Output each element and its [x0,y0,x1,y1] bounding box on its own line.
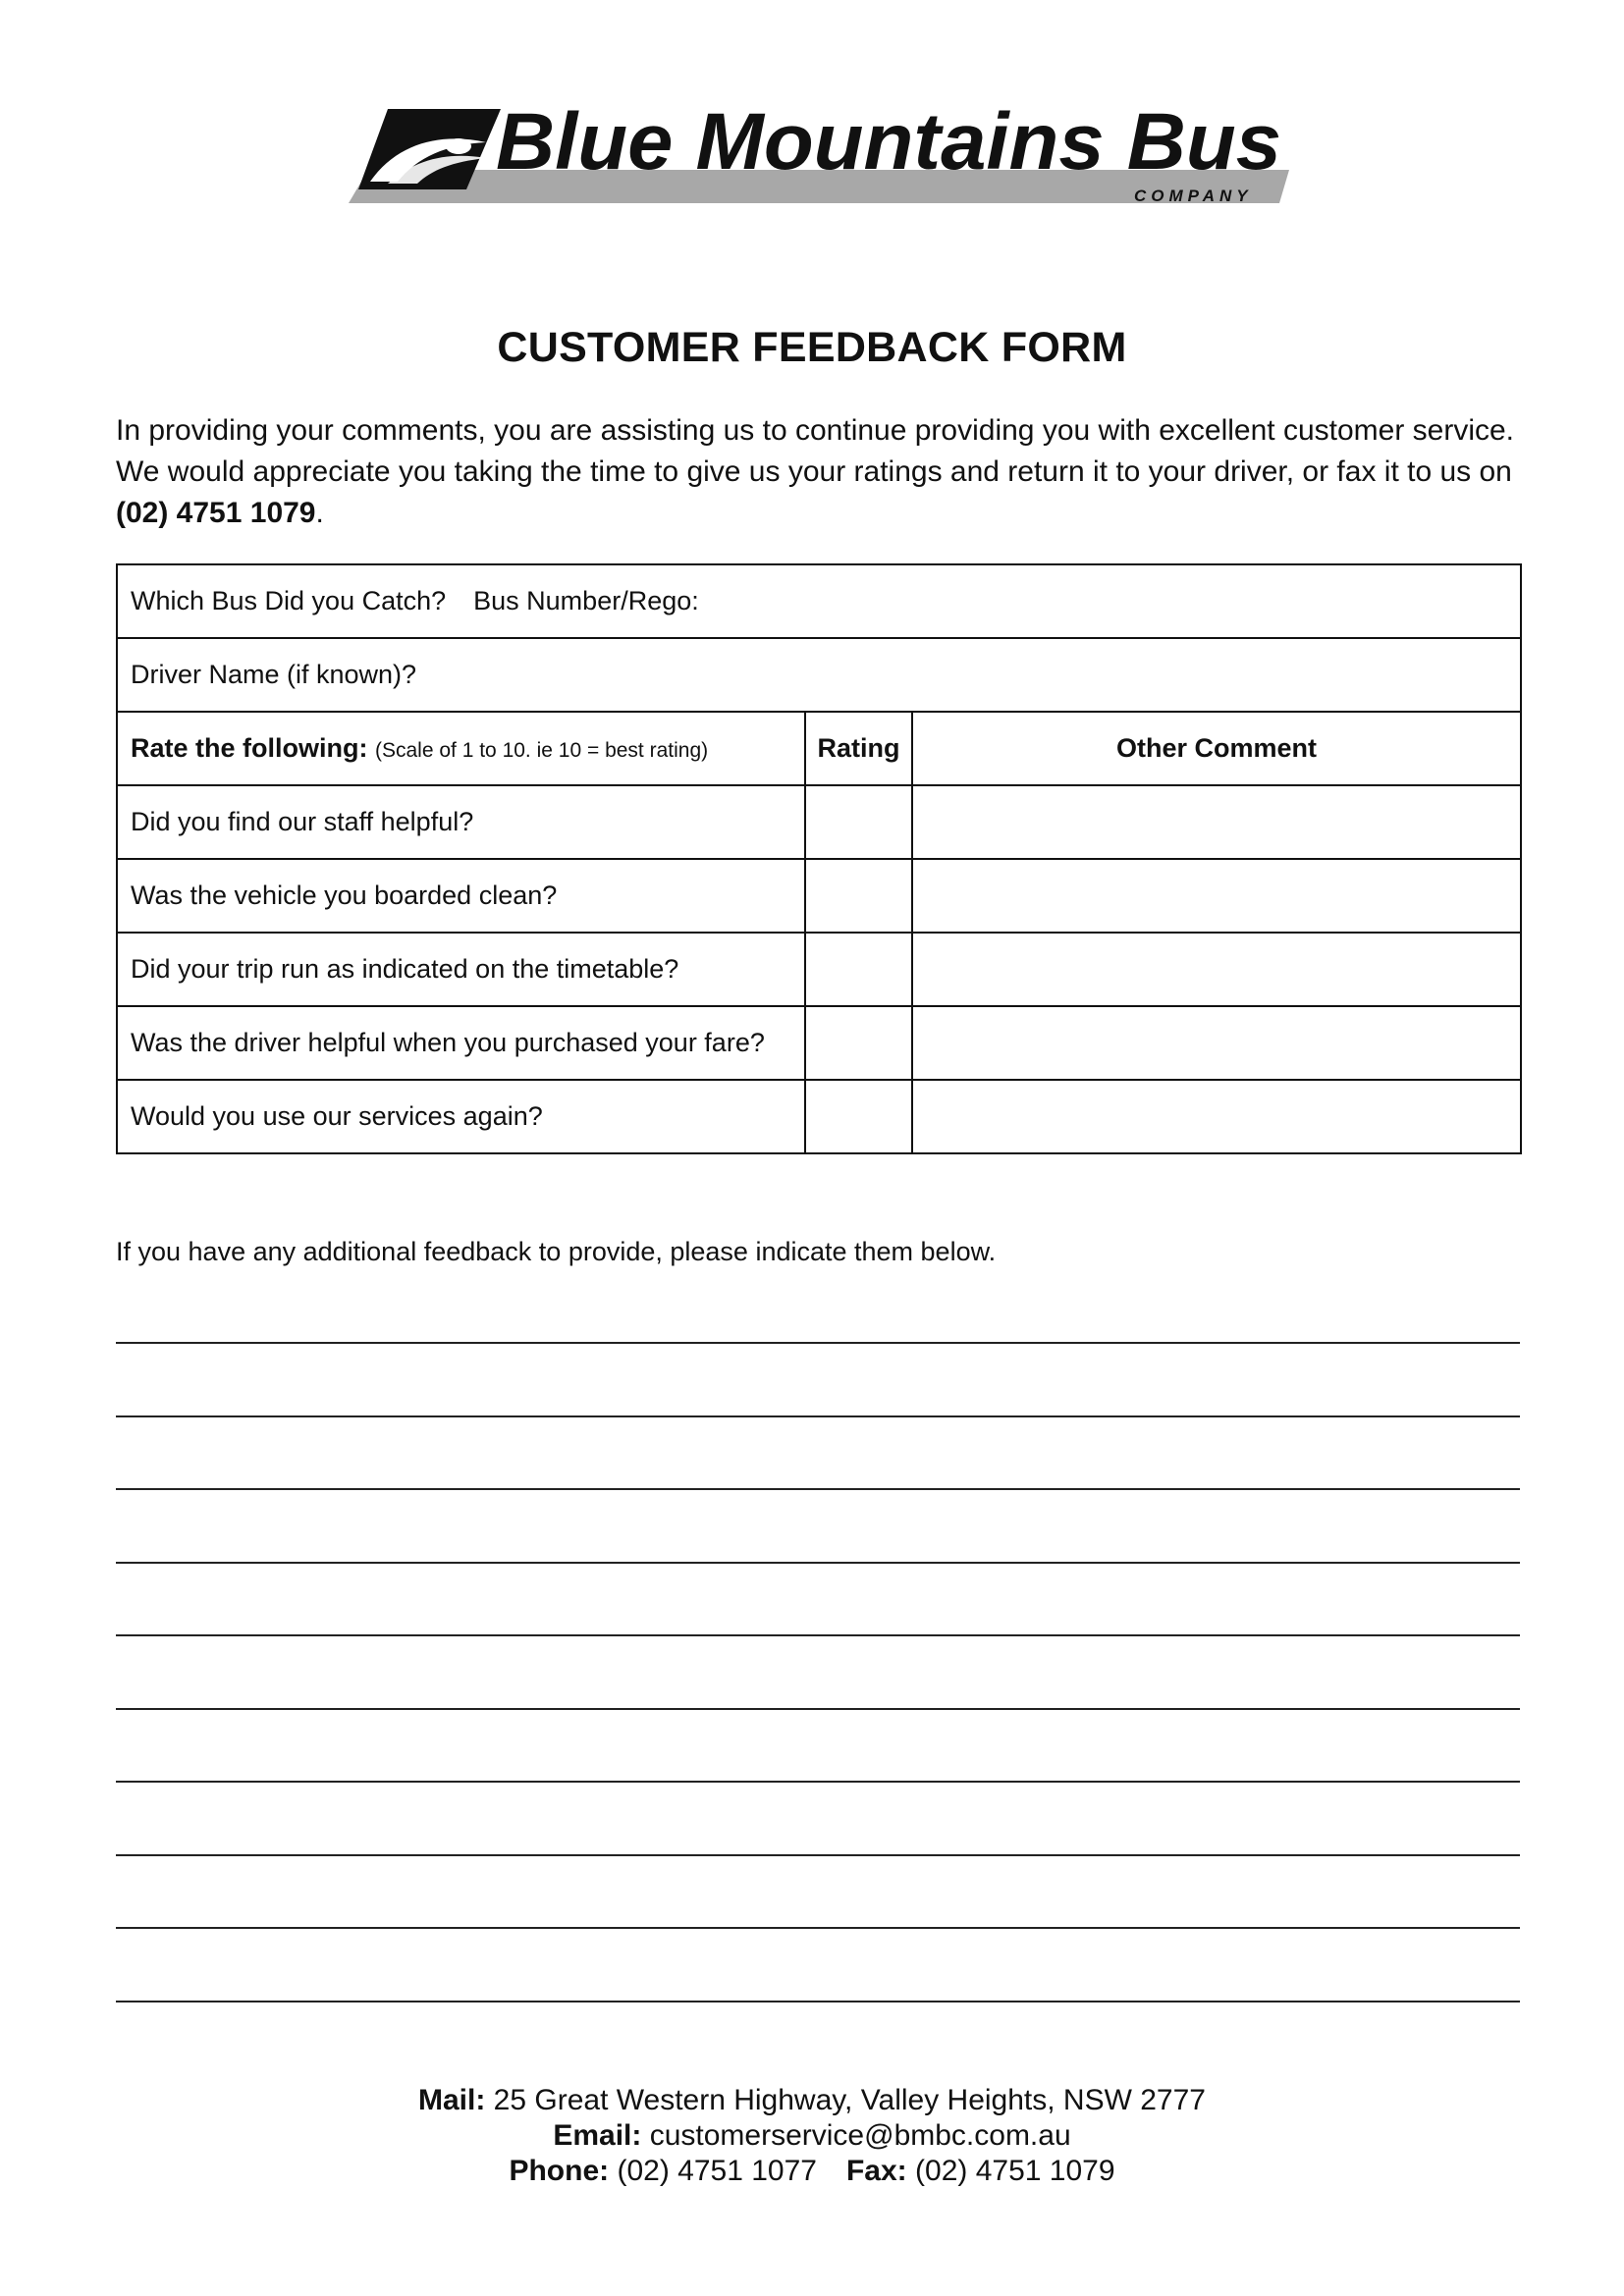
bus-label: Which Bus Did you Catch? [131,586,447,615]
comment-cell[interactable] [912,1006,1521,1080]
question-row [117,1006,1521,1080]
mail-address: 25 Great Western Highway, Valley Heights, NSW 2777 [493,2084,1206,2116]
question-label: Was the vehicle you boarded clean? [117,859,805,933]
phone-label: Phone: [509,2155,610,2187]
logo-eye-icon [446,138,471,154]
feedback-line[interactable] [116,2001,1520,2002]
rego-label: Bus Number/Rego: [473,586,699,615]
email-address[interactable]: customerservice@bmbc.com.au [649,2119,1071,2152]
question-row [117,1080,1521,1153]
intro-text: In providing your comments, you are assisting us to continue providing you with excellent customer service. We would appreciate you taking the time to give us your ratings and return it to your driver, or fax it to us on [116,414,1515,488]
feedback-line[interactable] [116,1708,1520,1710]
bus-field[interactable] [117,564,1521,638]
fax-number: (02) 4751 1079 [915,2155,1115,2187]
mail-label: Mail: [417,2084,486,2116]
intro-end: . [315,497,324,529]
question-row [117,933,1521,1006]
comment-cell[interactable] [912,1080,1521,1153]
phone-number: (02) 4751 1077 [617,2155,817,2187]
rate-label: Rate the following: [131,733,368,763]
scale-note: (Scale of 1 to 10. ie 10 = best rating) [375,739,709,762]
mail-line [0,2083,1624,2118]
rating-cell[interactable] [805,785,912,859]
question-label: Was the driver helpful when you purchased your fare? [117,1006,805,1080]
rating-cell[interactable] [805,1006,912,1080]
intro-fax-number: (02) 4751 1079 [116,497,316,529]
intro-paragraph [116,410,1520,534]
comment-cell[interactable] [912,859,1521,933]
feedback-line[interactable] [116,1634,1520,1636]
feedback-line[interactable] [116,1562,1520,1564]
email-line [0,2118,1624,2154]
comment-header: Other Comment [912,712,1521,785]
question-row [117,785,1521,859]
company-logo [349,103,1289,211]
driver-label: Driver Name (if known)? [131,660,417,689]
logo-brand-text: Blue Mountains Bus [496,103,1281,187]
feedback-line[interactable] [116,1781,1520,1783]
comment-cell[interactable] [912,785,1521,859]
feedback-line[interactable] [116,1488,1520,1490]
rating-cell[interactable] [805,859,912,933]
comment-cell[interactable] [912,933,1521,1006]
fax-label: Fax: [845,2155,907,2187]
rating-header-row [117,712,1521,785]
contact-footer [0,2083,1624,2189]
logo-sub-text: COMPANY [1134,187,1253,205]
feedback-line[interactable] [116,1927,1520,1929]
form-title: CUSTOMER FEEDBACK FORM [497,324,1127,371]
question-label: Did your trip run as indicated on the timetable? [117,933,805,1006]
feedback-table [116,563,1522,1154]
feedback-line[interactable] [116,1342,1520,1344]
question-label: Would you use our services again? [117,1080,805,1153]
additional-feedback-prompt: If you have any additional feedback to provide, please indicate them below. [116,1237,997,1266]
bus-row [117,564,1521,638]
feedback-line[interactable] [116,1854,1520,1856]
feedback-line[interactable] [116,1415,1520,1417]
phone-line [0,2154,1624,2189]
rate-header-cell [117,712,805,785]
question-row [117,859,1521,933]
driver-field[interactable] [117,638,1521,712]
driver-row [117,638,1521,712]
email-label: Email: [553,2119,642,2152]
rating-cell[interactable] [805,933,912,1006]
rating-header: Rating [805,712,912,785]
question-label: Did you find our staff helpful? [117,785,805,859]
rating-cell[interactable] [805,1080,912,1153]
